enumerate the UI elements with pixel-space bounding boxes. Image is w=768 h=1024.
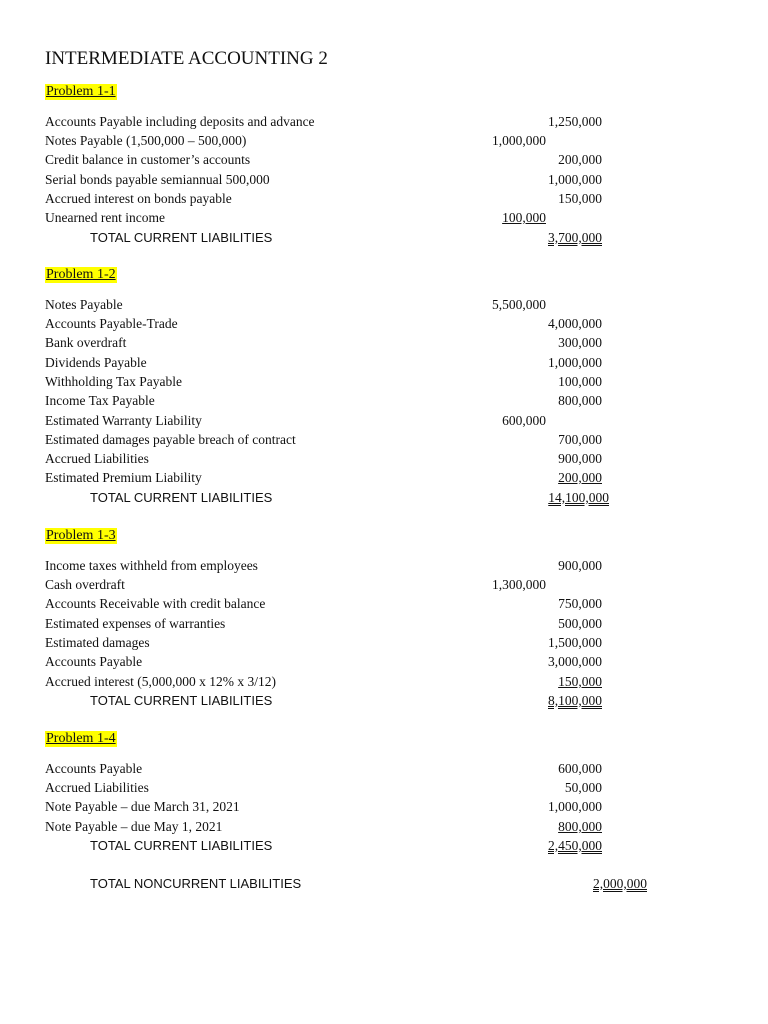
item-amount: 800,000 [558, 393, 602, 408]
list-item [0, 652, 768, 671]
item-amount: 500,000 [558, 616, 602, 631]
item-amount: 900,000 [558, 558, 602, 573]
item-amount: 600,000 [502, 413, 546, 428]
total-row [0, 836, 768, 855]
item-label: Dividends Payable [45, 355, 147, 370]
total-amount: 8,100,000 [548, 693, 602, 708]
item-amount: 1,000,000 [548, 355, 602, 370]
item-label: Estimated damages [45, 635, 150, 650]
list-item [0, 633, 768, 652]
list-item [0, 575, 768, 594]
list-item [0, 333, 768, 352]
item-label: Withholding Tax Payable [45, 374, 182, 389]
noncurrent-label: TOTAL NONCURRENT LIABILITIES [90, 876, 302, 891]
list-item [0, 614, 768, 633]
item-amount: 100,000 [558, 374, 602, 389]
item-amount: 200,000 [558, 152, 602, 167]
item-amount: 1,500,000 [548, 635, 602, 650]
item-label: Accounts Payable [45, 761, 143, 776]
item-label: Estimated Warranty Liability [45, 413, 202, 428]
list-item [0, 391, 768, 410]
list-item [0, 797, 768, 816]
item-label: Unearned rent income [45, 210, 165, 225]
item-amount: 4,000,000 [548, 316, 602, 331]
item-label: Bank overdraft [45, 335, 127, 350]
item-label: Accrued interest (5,000,000 x 12% x 3/12) [45, 674, 276, 689]
list-item [0, 449, 768, 468]
item-label: Serial bonds payable semiannual 500,000 [45, 172, 270, 187]
item-label: Credit balance in customer’s accounts [45, 152, 251, 167]
list-item [0, 372, 768, 391]
item-amount: 600,000 [558, 761, 602, 776]
list-item [0, 170, 768, 189]
item-label: Accounts Payable including deposits and advance [45, 114, 315, 129]
list-item [0, 189, 768, 208]
item-amount: 900,000 [558, 451, 602, 466]
item-label: Notes Payable [45, 297, 123, 312]
noncurrent-amount: 2,000,000 [593, 876, 647, 891]
total-label: TOTAL CURRENT LIABILITIES [90, 230, 273, 245]
item-amount: 50,000 [564, 780, 602, 795]
item-label: Accrued interest on bonds payable [45, 191, 232, 206]
list-item [0, 353, 768, 372]
item-amount: 1,000,000 [548, 799, 602, 814]
total-label: TOTAL CURRENT LIABILITIES [90, 693, 273, 708]
item-amount: 700,000 [558, 432, 602, 447]
item-amount: 1,300,000 [492, 577, 546, 592]
total-label: TOTAL CURRENT LIABILITIES [90, 490, 273, 505]
problem-1-2-heading: Problem 1-2 [46, 267, 116, 282]
item-amount: 800,000 [558, 819, 602, 834]
list-item [0, 556, 768, 575]
item-amount: 1,000,000 [492, 133, 546, 148]
item-label: Income Tax Payable [45, 393, 155, 408]
list-item [0, 411, 768, 430]
item-label: Accounts Payable-Trade [45, 316, 178, 331]
list-item [0, 150, 768, 169]
list-item [0, 778, 768, 797]
list-item [0, 112, 768, 131]
item-amount: 1,000,000 [548, 172, 602, 187]
item-amount: 3,000,000 [548, 654, 602, 669]
item-label: Notes Payable (1,500,000 – 500,000) [45, 133, 247, 148]
total-row [0, 228, 768, 247]
item-label: Note Payable – due March 31, 2021 [45, 799, 240, 814]
list-item [0, 208, 768, 227]
item-label: Accrued Liabilities [45, 451, 149, 466]
item-label: Note Payable – due May 1, 2021 [45, 819, 223, 834]
item-amount: 200,000 [558, 470, 602, 485]
list-item [0, 817, 768, 836]
item-amount: 100,000 [502, 210, 546, 225]
item-amount: 150,000 [558, 674, 602, 689]
total-amount: 14,100,000 [548, 490, 609, 505]
problem-1-3-heading: Problem 1-3 [46, 528, 116, 543]
total-row [0, 488, 768, 507]
list-item [0, 759, 768, 778]
item-amount: 5,500,000 [492, 297, 546, 312]
list-item [0, 314, 768, 333]
item-amount: 300,000 [558, 335, 602, 350]
item-label: Accounts Payable [45, 654, 143, 669]
problem-1-4-heading: Problem 1-4 [46, 731, 116, 746]
item-amount: 750,000 [558, 596, 602, 611]
list-item [0, 594, 768, 613]
total-row [0, 691, 768, 710]
list-item [0, 430, 768, 449]
item-label: Accrued Liabilities [45, 780, 149, 795]
list-item [0, 468, 768, 487]
total-amount: 3,700,000 [548, 230, 602, 245]
noncurrent-total-row [0, 874, 768, 893]
item-label: Estimated expenses of warranties [45, 616, 226, 631]
list-item [0, 131, 768, 150]
item-amount: 1,250,000 [548, 114, 602, 129]
item-amount: 150,000 [558, 191, 602, 206]
list-item [0, 672, 768, 691]
problem-1-1-heading: Problem 1-1 [46, 84, 116, 99]
item-label: Cash overdraft [45, 577, 125, 592]
item-label: Estimated damages payable breach of contract [45, 432, 296, 447]
list-item [0, 295, 768, 314]
item-label: Estimated Premium Liability [45, 470, 202, 485]
item-label: Accounts Receivable with credit balance [45, 596, 266, 611]
page-title: INTERMEDIATE ACCOUNTING 2 [45, 48, 328, 69]
item-label: Income taxes withheld from employees [45, 558, 258, 573]
total-amount: 2,450,000 [548, 838, 602, 853]
total-label: TOTAL CURRENT LIABILITIES [90, 838, 273, 853]
